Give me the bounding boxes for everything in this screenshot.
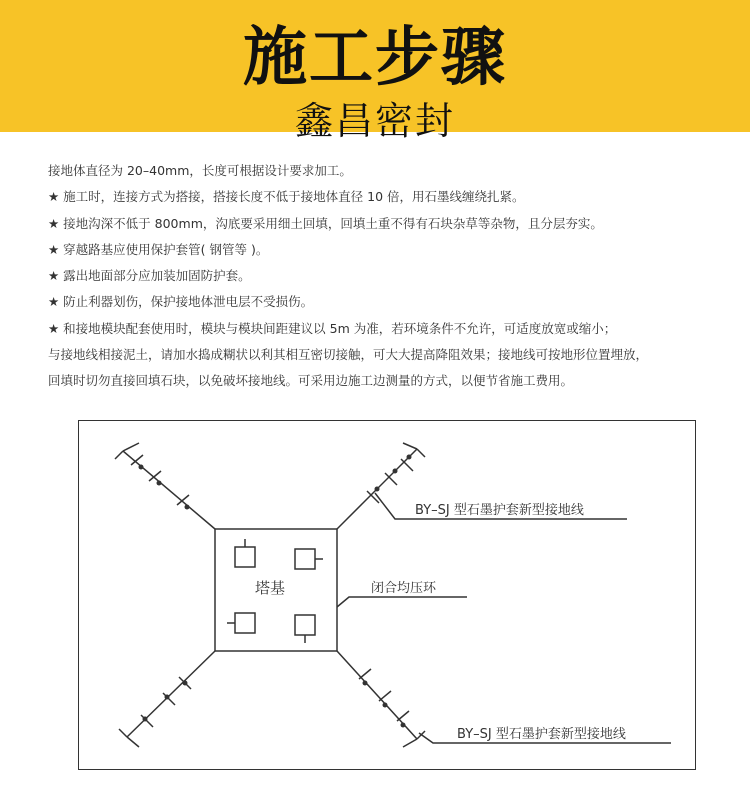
grounding-diagram [78,420,696,770]
note-line: ★ 接地沟深不低于 800mm，沟底要采用细土回填，回填土重不得有石块杂草等杂物，且分层夯实。 [48,215,603,231]
footing-square [295,615,315,635]
footing-square [235,613,255,633]
ground-line-bottom-left [127,651,215,737]
note-line: 与接地线相接泥土，请加水捣成糊状以利其相互密切接触，可大大提高降阻效果；接地线可按地形位置埋放， [48,347,649,363]
leader-middle-label [337,597,467,607]
note-line: ★ 和接地模块配套使用时，模块与模块间距建议以 5m 为准，若环境条件不允许，可适度放宽或缩小； [48,320,617,336]
page-title: 施工步骤 [243,21,507,95]
note-line: ★ 穿越路基应使用保护套管( 钢管等 )。 [48,241,269,257]
note-line: ★ 露出地面部分应加装加固防护套。 [48,268,251,284]
note-line: 接地体直径为 20–40mm，长度可根据设计要求加工。 [48,163,352,178]
grounding-diagram-drawing [79,421,697,771]
brand-watermark: 鑫昌密封 [294,99,455,143]
equalizing-ring-label: 闭合均压环 [371,581,437,596]
tower-base-label: 塔基 [255,579,286,597]
footing-square [235,547,255,567]
note-line: ★ 施工时，连接方式为搭接，搭接长度不低于接地体直径 10 倍，用石墨线缠绕扎紧。 [48,189,525,205]
ground-line-top-left [123,451,215,529]
note-line: ★ 防止利器划伤，保护接地体泄电层不受损伤。 [48,294,314,310]
note-line: 回填时切勿直接回填石块，以免破坏接地线。可采用边施工边测量的方式，以便节省施工费用。 [48,373,574,389]
construction-notes [48,158,738,395]
graphite-line-label-top: BY–SJ 型石墨护套新型接地线 [415,503,584,518]
graphite-line-label-bottom: BY–SJ 型石墨护套新型接地线 [457,727,626,742]
footing-square [295,549,315,569]
